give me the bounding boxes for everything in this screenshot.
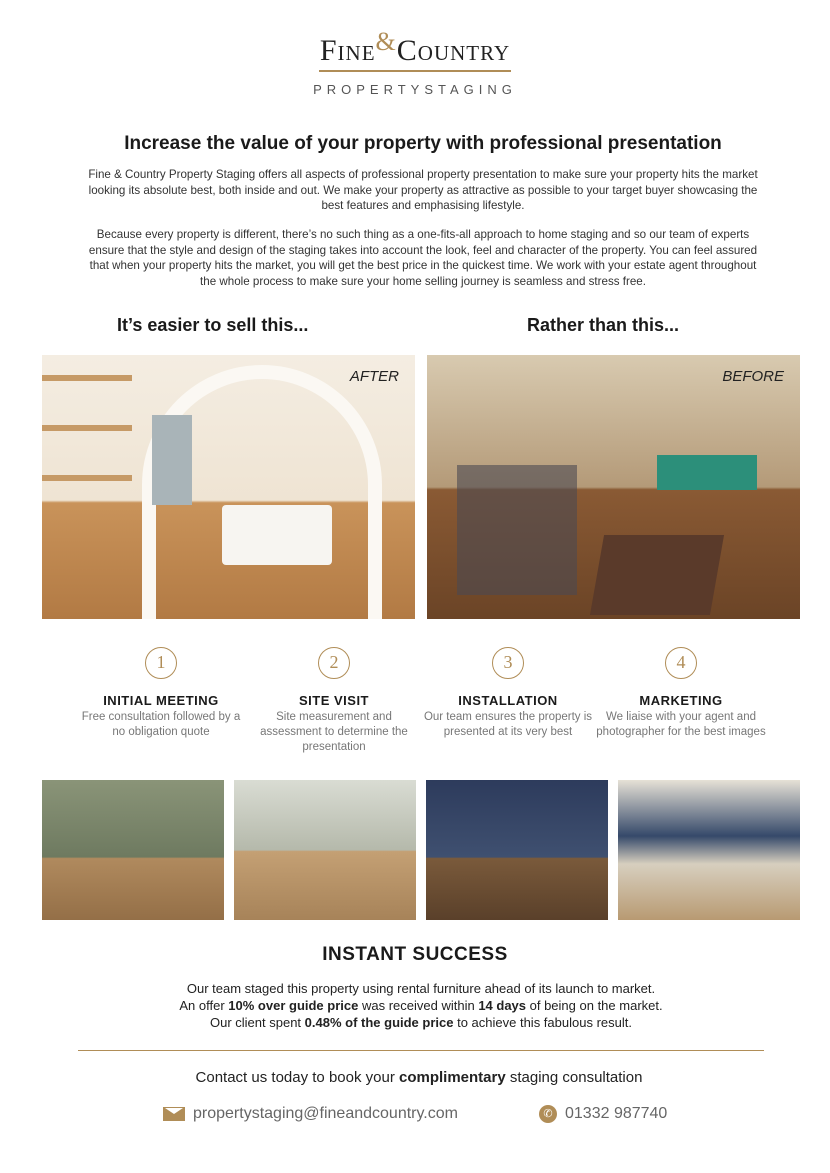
step-number: 3 bbox=[492, 647, 524, 679]
before-photo bbox=[427, 355, 800, 619]
success-text-part: was received within bbox=[358, 998, 479, 1013]
phone-link[interactable] bbox=[539, 1105, 667, 1123]
step-title: SITE VISIT bbox=[298, 693, 369, 708]
logo-word-country: Country bbox=[396, 34, 511, 67]
step-title: MARKETING bbox=[639, 693, 723, 708]
step-number: 1 bbox=[145, 647, 177, 679]
phone-number[interactable]: 01332 987740 bbox=[565, 1105, 668, 1123]
window bbox=[152, 415, 192, 505]
highlight-offer: 10% over guide price bbox=[228, 998, 359, 1013]
step-title: INITIAL MEETING bbox=[103, 693, 219, 708]
before-label: BEFORE bbox=[722, 368, 784, 385]
success-text-part: to achieve this fabulous result. bbox=[453, 1015, 632, 1030]
after-heading: It’s easier to sell this... bbox=[117, 315, 309, 335]
divider bbox=[78, 1050, 764, 1051]
email-link[interactable] bbox=[163, 1105, 458, 1123]
highlight-days: 14 days bbox=[478, 998, 527, 1013]
intro-paragraph: Fine & Country Property Staging offers all aspects of professional property presentation to make sure your property hits the market looking its absolute best, both inside and out. We make your property as attractive as possible to your target buyer showcasing the best features and emphasising lifestyle. bbox=[88, 168, 758, 212]
gallery-photo bbox=[426, 780, 608, 920]
cta-text-part: Contact us today to book your bbox=[195, 1069, 399, 1086]
success-text bbox=[0, 980, 830, 1031]
cta-text-part: staging consultation bbox=[505, 1069, 643, 1086]
before-heading: Rather than this... bbox=[527, 315, 680, 335]
page-headline: Increase the value of your property with professional presentation bbox=[124, 133, 722, 154]
rug bbox=[590, 535, 724, 615]
step-marketing bbox=[596, 647, 766, 740]
shelf bbox=[42, 475, 132, 481]
gallery-photo bbox=[234, 780, 416, 920]
bed bbox=[657, 455, 757, 490]
step-number: 4 bbox=[665, 647, 697, 679]
clutter bbox=[457, 465, 577, 595]
shelf bbox=[42, 425, 132, 431]
logo-subtitle: PROPERTYSTAGING bbox=[313, 82, 517, 97]
step-text: Free consultation followed by a no obligation quote bbox=[81, 711, 241, 738]
bed bbox=[222, 505, 332, 565]
success-line-3 bbox=[0, 1014, 830, 1031]
success-text-part: Our client spent bbox=[210, 1015, 305, 1030]
logo-word-fine: Fine bbox=[319, 34, 376, 67]
success-text-part: An offer bbox=[179, 998, 229, 1013]
step-site-visit bbox=[249, 647, 419, 755]
highlight-cost: 0.48% of the guide price bbox=[304, 1015, 454, 1030]
step-text: Our team ensures the property is presented at its very best bbox=[423, 711, 593, 738]
success-line-2 bbox=[0, 997, 830, 1014]
logo-wordmark bbox=[0, 27, 830, 68]
brand-logo bbox=[0, 27, 830, 97]
step-title: INSTALLATION bbox=[458, 693, 558, 708]
envelope-icon bbox=[163, 1107, 185, 1121]
cta-highlight: complimentary bbox=[398, 1069, 506, 1086]
step-initial-meeting bbox=[76, 647, 246, 740]
phone-icon: ✆ bbox=[539, 1105, 557, 1123]
success-text-part: of being on the market. bbox=[526, 998, 663, 1013]
after-label: AFTER bbox=[349, 368, 399, 385]
approach-paragraph: Because every property is different, there’s no such thing as a one-fits-all approach to home staging and so our team of experts ensure that the style and design of the staging takes into account the look, feel and character of the property. You can feel assured that when your property hits the market, you will get the best price in the quickest time. We work with your estate agent throughout the whole process to make sure your home selling journey is seamless and stress free. bbox=[88, 228, 758, 288]
logo-rule bbox=[319, 70, 511, 72]
logo-ampersand: & bbox=[375, 27, 397, 56]
after-photo bbox=[42, 355, 415, 619]
gallery-photo bbox=[42, 780, 224, 920]
step-text: We liaise with your agent and photographer for the best images bbox=[596, 711, 766, 738]
email-address[interactable]: propertystaging@fineandcountry.com bbox=[193, 1105, 458, 1122]
step-number: 2 bbox=[318, 647, 350, 679]
call-to-action bbox=[0, 1069, 830, 1086]
gallery-photo bbox=[618, 780, 800, 920]
success-line-1: Our team staged this property using rental furniture ahead of its launch to market. bbox=[186, 981, 656, 996]
step-installation bbox=[423, 647, 593, 740]
step-text: Site measurement and assessment to determine the presentation bbox=[260, 711, 408, 753]
shelf bbox=[42, 375, 132, 381]
success-title: INSTANT SUCCESS bbox=[322, 944, 508, 965]
